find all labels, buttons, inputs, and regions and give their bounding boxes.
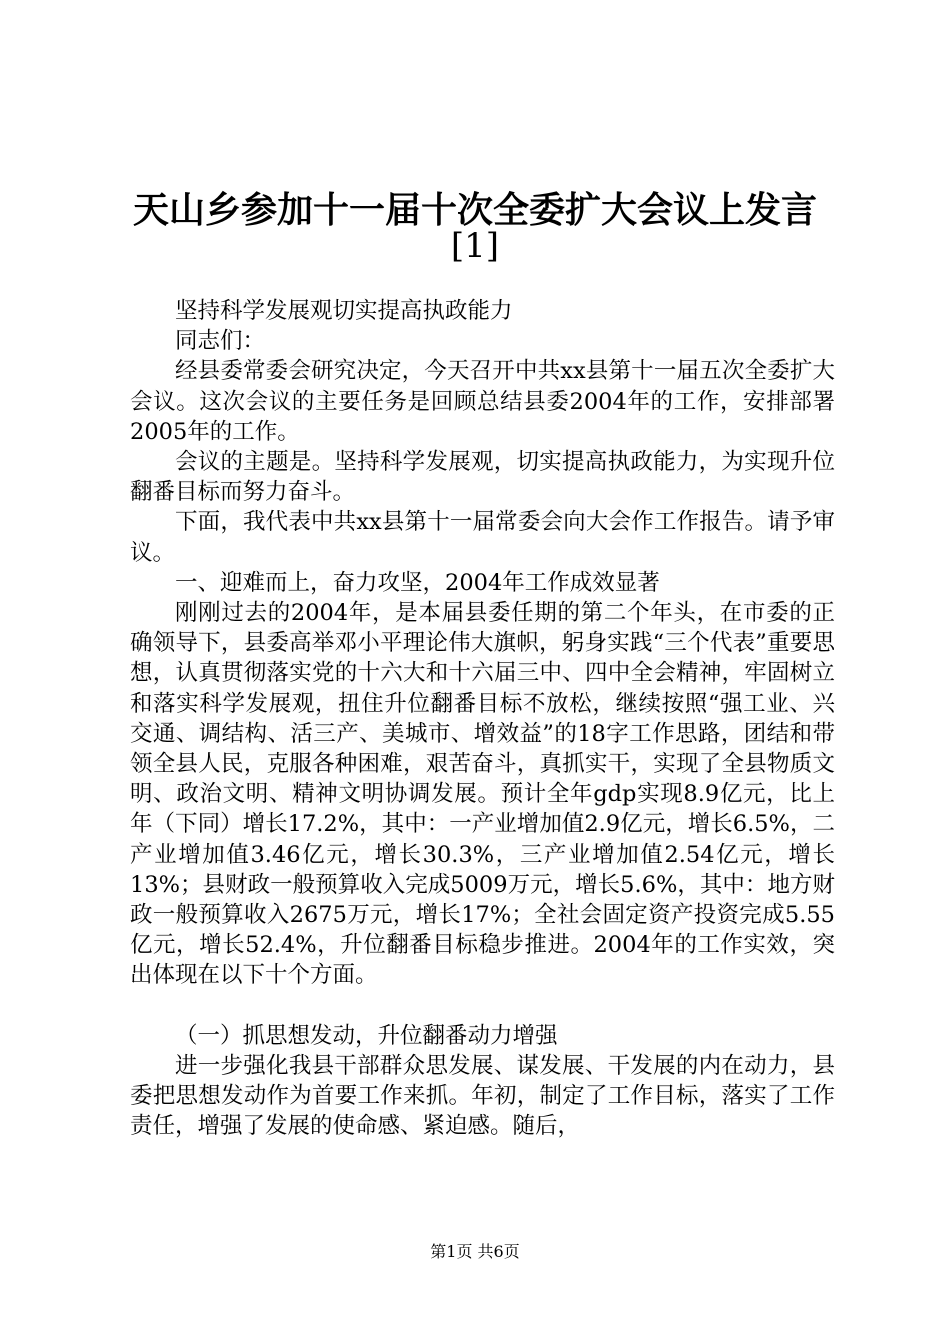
- body-paragraph: 下面，我代表中共xx县第十一届常委会向大会作工作报告。请予审议。: [130, 509, 835, 566]
- body-paragraph: 经县委常委会研究决定，今天召开中共xx县第十一届五次全委扩大会议。这次会议的主要任务是回顾总结县委2004年的工作，安排部署2005年的工作。: [130, 358, 835, 445]
- section-heading: 一、迎难而上，奋力攻坚，2004年工作成效显著: [175, 569, 660, 596]
- subsection-heading: （一）抓思想发动，升位翻番动力增强: [175, 1022, 558, 1049]
- subtitle-paragraph: 坚持科学发展观切实提高执政能力: [175, 298, 513, 324]
- document-title: 天山乡参加十一届十次全委扩大会议上发言: [132, 189, 817, 231]
- body-paragraph: 会议的主题是。坚持科学发展观，切实提高执政能力，为实现升位翻番目标而努力奋斗。: [130, 449, 835, 506]
- body-paragraph: 刚刚过去的2004年，是本届县委任期的第二个年头，在市委的正确领导下，县委高举邓小平理论伟大旗帜，躬身实践“三个代表”重要思想，认真贯彻落实党的十六大和十六届三中、四中全会精神，牢固树立和落实科学发展观，扭住升位翻番目标不放松，继续按照“强工业、兴交通、调结构、活三产、美城市、增效益”的18字工作思路，团结和带领全县人民，克服各种困难，艰苦奋斗，真抓实干，实现了全县物质文明、政治文明、精神文明协调发展。预计全年gdp实现8.9亿元，比上年（下同）增长17.2%，其中：一产业增加值2.9亿元，增长6.5%，二产业增加值3.46亿元，增长30.3%，三产业增加值2.54亿元，增长13%；县财政一般预算收入完成5009万元，增长5.6%，其中：地方财政一般预算收入2675万元，增长17%；全社会固定资产投资完成5.55亿元，增长52.4%，升位翻番目标稳步推进。2004年的工作实效，突出体现在以下十个方面。: [130, 600, 835, 989]
- document-body: [130, 296, 835, 1141]
- salutation-paragraph: 同志们：: [175, 328, 266, 355]
- page-footer: 第1页 共6页: [430, 1242, 520, 1261]
- document-title-suffix: [1]: [450, 226, 500, 266]
- body-paragraph: 进一步强化我县干部群众思发展、谋发展、干发展的内在动力，县委把思想发动作为首要工作来抓。年初，制定了工作目标，落实了工作责任，增强了发展的使命感、紧迫感。随后，: [130, 1052, 835, 1140]
